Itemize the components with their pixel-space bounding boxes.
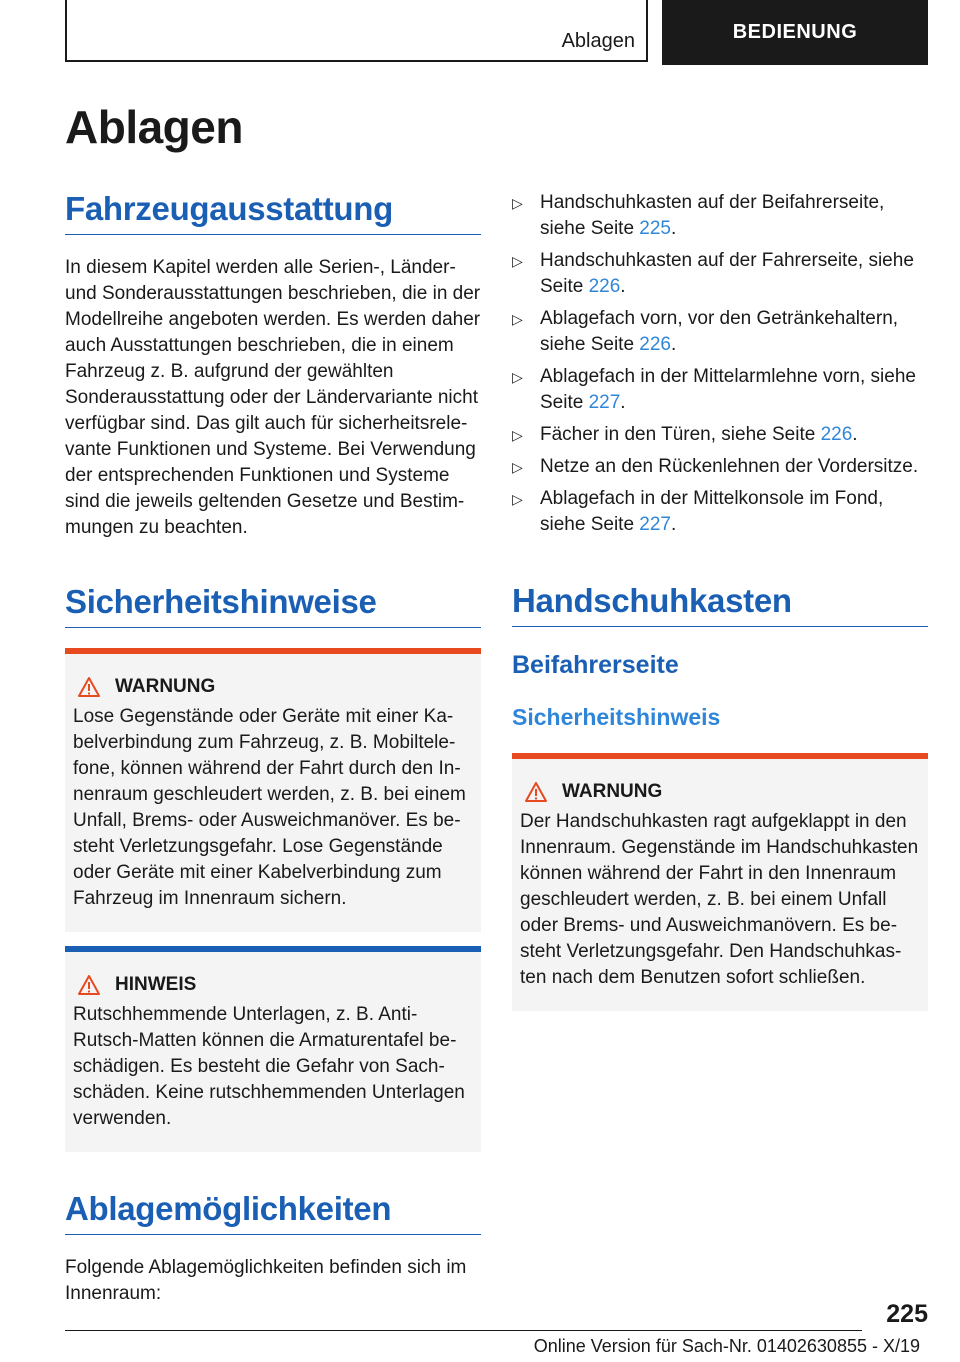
triangle-bullet-icon: ▷ — [512, 253, 523, 269]
list-item: ▷ Handschuhkasten auf der Beifahrerseite, siehe Seite 225. — [512, 192, 885, 239]
page-title: Ablagen — [65, 101, 243, 153]
page-link[interactable]: 227 — [639, 514, 671, 535]
warning-triangle-icon — [77, 974, 101, 996]
footer-divider — [65, 1330, 862, 1331]
triangle-bullet-icon: ▷ — [512, 427, 523, 443]
note-label: HINWEIS — [115, 974, 197, 995]
list-item: ▷ Ablagefach vorn, vor den Getränkehaltern, siehe Seite 226. — [512, 308, 899, 355]
page-number: 225 — [886, 1300, 928, 1328]
heading-handschuhkasten: Handschuhkasten — [512, 582, 928, 627]
heading-fahrzeugausstattung: Fahrzeugausstattung — [65, 190, 481, 235]
page-link[interactable]: 225 — [639, 218, 671, 239]
warning-box-glovebox — [512, 753, 928, 1011]
list-item: ▷ Ablagefach in der Mittelkonsole im Fond, siehe Seite 227. — [512, 488, 884, 535]
triangle-bullet-icon: ▷ — [512, 311, 523, 327]
triangle-bullet-icon: ▷ — [512, 459, 523, 475]
list-item: ▷ Netze an den Rückenlehnen der Vordersitze. — [512, 454, 928, 480]
heading-sicherheitshinweis: Sicherheitshinweis — [512, 704, 721, 730]
triangle-bullet-icon: ▷ — [512, 195, 523, 211]
warning-triangle-icon — [77, 676, 101, 698]
warning-header — [520, 781, 920, 803]
note-header — [73, 974, 473, 996]
note-text: Rutschhemmende Unterlagen, z. B. Anti-Rutsch-Matten können die Armaturentafel beschädigen. Es besteht die Gefahr von Sachschäden. Keine rutschhemmenden Unterlagen verwenden. — [73, 1004, 465, 1129]
triangle-bullet-icon: ▷ — [512, 491, 523, 507]
list-item: ▷ Fächer in den Türen, siehe Seite 226. — [512, 422, 928, 448]
footer-text: Online Version für Sach-Nr. 01402630855 - X/19 — [533, 1336, 920, 1356]
header-section-title: Ablagen — [561, 30, 635, 52]
page-link[interactable]: 227 — [588, 392, 621, 413]
triangle-bullet-icon: ▷ — [512, 369, 523, 385]
list-item: ▷ Ablagefach in der Mittelarmlehne vorn, siehe Seite 227. — [512, 366, 916, 413]
warning-box-loose-objects — [65, 648, 481, 932]
right-column — [512, 190, 928, 1011]
heading-sicherheitshinweise: Sicherheitshinweise — [65, 583, 481, 628]
header-frame — [65, 0, 648, 62]
warning-text: Der Handschuhkasten ragt aufgeklappt in den Innenraum. Gegenstände im Handschuhkasten können während der Fahrt in den Innenraum geschleudert werden, z. B. bei einem Unfall oder Brems- und Ausweichmanövern. Es besteht Verletzungsgefahr. Den Handschuhkasten nach dem Benutzen sofort schließen. — [520, 811, 919, 988]
list-item: ▷ Handschuhkasten auf der Fahrerseite, siehe Seite 226. — [512, 250, 914, 297]
page-link[interactable]: 226 — [639, 334, 671, 355]
warning-text: Lose Gegenstände oder Geräte mit einer Kabelverbindung zum Fahrzeug, z. B. Mobiltelefone, können während der Fahrt durch den Innenraum geschleudert werden, z. B. bei einem Unfall, Brems- oder Ausweichmanöver. Es besteht Verletzungsgefahr. Lose Gegenstände oder Geräte mit einer Kabelverbindung zum Fahrzeug im Innenraum sichern. — [73, 706, 466, 909]
left-column — [65, 190, 481, 1307]
header-chapter-tab: BEDIENUNG — [662, 0, 928, 65]
warning-label: WARNUNG — [562, 781, 663, 802]
warning-label: WARNUNG — [115, 676, 216, 697]
warning-triangle-icon — [524, 781, 548, 803]
note-box-anti-slip-mats — [65, 946, 481, 1152]
page-link[interactable]: 226 — [588, 276, 621, 297]
paragraph-fahrzeugausstattung: In diesem Kapitel werden alle Serien-, Länder- und Sonderausstattungen beschrieben, die in der Modellreihe angeboten werden. Es werden daher auch Ausstattungen beschrieben, die in einem Fahrzeug z. B. aufgrund der gewählten Sonderausstattung oder der Ländervariante nicht verfügbar sind. Das gilt auch für sicherheitsrelevante Funktionen und Systeme. Bei Verwendung der entsprechenden Funktionen und Systeme sind die jeweils geltenden Gesetze und Bestimmungen zu beachten. — [65, 257, 481, 538]
page-link[interactable]: 226 — [820, 424, 853, 445]
paragraph-ablagemoeglichkeiten: Folgende Ablagemöglichkeiten befinden sich im Innenraum: — [65, 1257, 467, 1304]
warning-header — [73, 676, 473, 698]
heading-beifahrerseite: Beifahrerseite — [512, 651, 679, 679]
storage-list — [512, 190, 928, 538]
heading-ablagemoeglichkeiten: Ablagemöglichkeiten — [65, 1190, 481, 1235]
